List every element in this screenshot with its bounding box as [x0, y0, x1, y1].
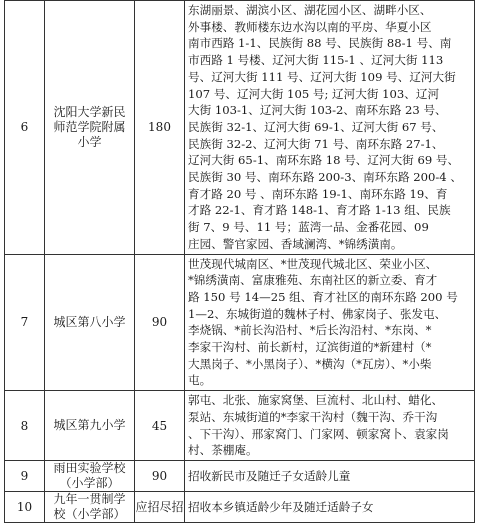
table-row — [5, 460, 475, 491]
enrollment-count-cell: 45 — [135, 391, 185, 461]
enrollment-count-cell: 90 — [135, 254, 185, 391]
school-name-line: 校（小学部） — [53, 506, 126, 521]
catchment-area-line: 南市西路 1-1、民族街 88 号、民族街 88-1 号、南 — [188, 36, 452, 51]
catchment-area-line: 大黑岗子、*小黑岗子）、*横沟（*瓦房）、*小柴 — [188, 356, 432, 371]
catchment-area-line: 屯。 — [188, 373, 212, 388]
catchment-area-line: 、下干沟）、邢家窝门、门家网、顿家窝卜、袁家岗 — [188, 426, 449, 441]
catchment-area-line: 泵站、东城街道的*李家干沟村（魏干沟、乔干沟 — [188, 409, 438, 424]
catchment-area-line: 市西路 1 号楼、辽河大街 115-1 、辽河大街 113 — [188, 53, 444, 68]
table-row — [5, 491, 475, 522]
catchment-area-line: 1—2、东城街道的魏林子村、佛家岗子、张发屯、 — [188, 306, 447, 321]
school-name-line: 九年一贯制学 — [53, 491, 126, 506]
enrollment-count-cell: 应招尽招 — [135, 491, 185, 522]
catchment-area-line: 号、辽河大街 111 号、辽河大街 109 号、辽河大街 — [188, 69, 456, 84]
table-row — [5, 391, 475, 461]
enrollment-count-cell: 90 — [135, 460, 185, 491]
catchment-area-cell — [185, 460, 475, 491]
enrollment-table — [4, 0, 475, 523]
catchment-area-line: 路 150 号 14—25 组、育才社区的南环东路 200 号 — [188, 289, 458, 304]
school-name-line: 师范学院附属 — [53, 119, 126, 134]
catchment-area-line: 民族街 32-2、辽河大街 71 号、南环东路 27-1、 — [188, 136, 444, 151]
school-name-line: （小学部） — [59, 475, 120, 490]
row-number-cell: 10 — [5, 491, 45, 522]
school-name-cell — [45, 1, 135, 255]
table-row — [5, 1, 475, 255]
catchment-area-cell — [185, 491, 475, 522]
catchment-area-line: 大街 103-1、辽河大街 103-2、南环东路 23 号、 — [188, 103, 447, 118]
row-number-cell: 9 — [5, 460, 45, 491]
school-name-line: 沈阳大学新民 — [53, 104, 126, 119]
school-name-cell — [45, 254, 135, 391]
school-name-line: 小学 — [77, 134, 102, 149]
catchment-area-line: 107 号、辽河大街 105 号; 辽河大街 103、辽河 — [188, 86, 440, 101]
school-name-line: 雨田实验学校 — [53, 460, 126, 475]
catchment-area-line: 东湖丽景、湖滨小区、湖花园小区、湖畔小区、 — [188, 3, 432, 17]
catchment-area-line: 街 7、9 号、11 号；蓝湾一品、金番花园、09 — [188, 220, 429, 235]
catchment-area-line: 招收本乡镇适龄少年及随迁适龄子女 — [188, 499, 374, 514]
catchment-area-line: 育才路 20 号 、南环东路 19-1、南环东路 19、育 — [188, 186, 448, 201]
row-number-cell: 7 — [5, 254, 45, 391]
row-number-cell: 6 — [5, 1, 45, 255]
school-name-cell — [45, 460, 135, 491]
catchment-area-line: 世茂现代城南区、*世茂现代城北区、荣业小区、 — [188, 256, 438, 271]
catchment-area-line: 民族街 32-1、辽河大街 69-1、辽河大街 67 号、 — [188, 119, 444, 134]
catchment-area-line: *锦绣潢南、富康雅苑、东南社区的新立委、育才 — [188, 273, 438, 288]
table-body — [5, 1, 475, 523]
catchment-area-line: 民族街 30 号、南环东路 200-3、南环东路 200-4 、 — [188, 170, 462, 185]
catchment-area-cell — [185, 254, 475, 391]
enrollment-count-cell: 180 — [135, 1, 185, 255]
catchment-area-line: 李烧锅、*前长沟沿村、*后长沟沿村、*东岗、* — [188, 323, 432, 338]
catchment-area-line: 李家干沟村、前长新村，辽滨街道的*新建村（* — [188, 340, 432, 355]
catchment-area-line: 郭屯、北张、施家窝堡、巨流村、北山村、蜡化、 — [188, 393, 444, 408]
catchment-area-line: 才路 22-1、育才路 148-1、育才路 1-13 组、民族 — [188, 203, 451, 218]
catchment-area-line: 辽河大街 65-1、南环东路 18 号、辽河大街 69 号、 — [188, 153, 460, 168]
school-name-cell — [45, 391, 135, 461]
school-name-line: 城区第九小学 — [53, 418, 126, 433]
school-name-line: 城区第八小学 — [53, 314, 126, 329]
row-number-cell: 8 — [5, 391, 45, 461]
catchment-area-line: 外事楼、教师楼东边水沟以南的平房、华夏小区 — [188, 19, 432, 34]
catchment-area-line: 村、茶棚庵。 — [188, 443, 258, 458]
school-name-cell — [45, 491, 135, 522]
catchment-area-cell — [185, 391, 475, 461]
table-row — [5, 254, 475, 391]
catchment-area-cell — [185, 1, 475, 255]
catchment-area-line: 庄园、警官家园、香域澜湾、*锦绣潢南。 — [188, 236, 403, 251]
catchment-area-line: 招收新民市及随迁子女适龄儿童 — [188, 468, 351, 483]
